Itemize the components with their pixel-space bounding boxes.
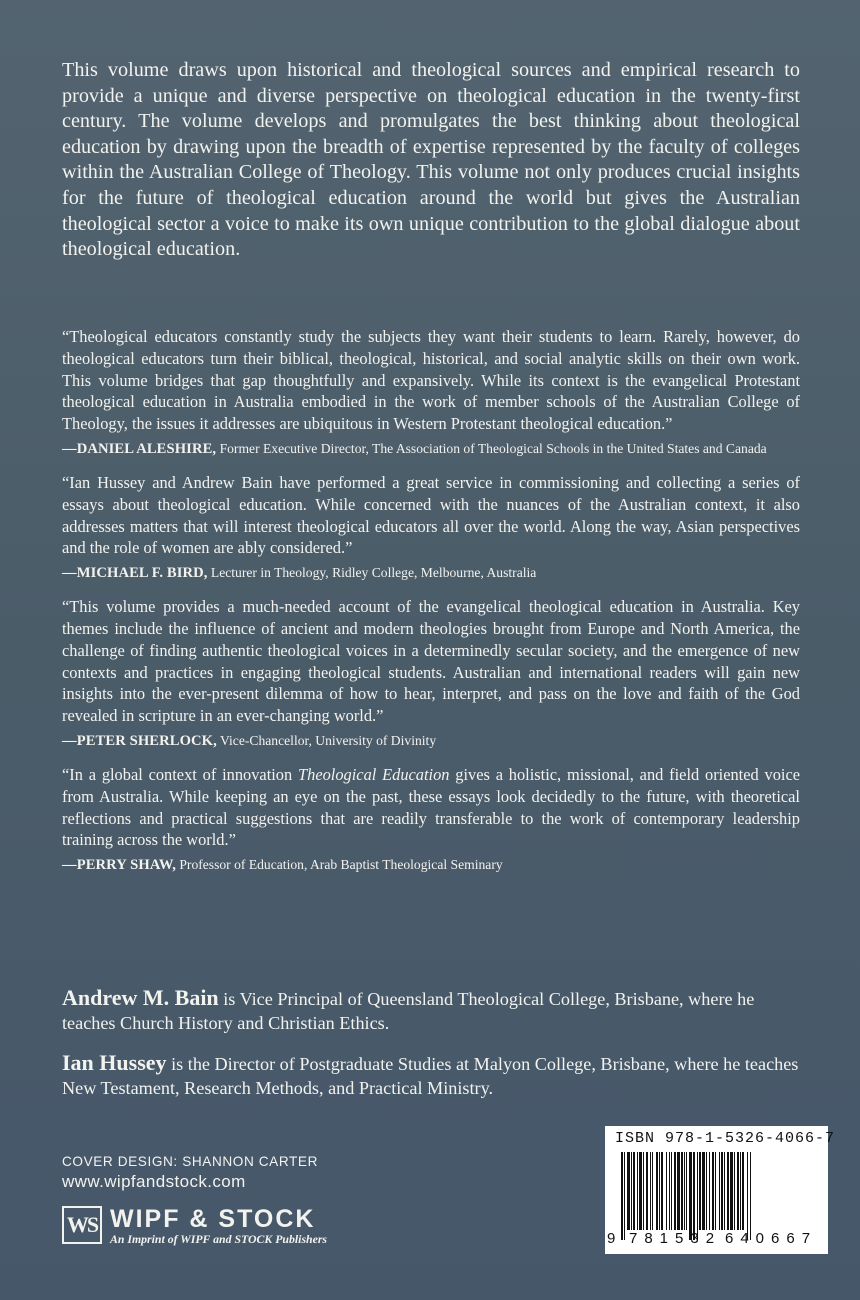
author-bios (62, 986, 800, 1116)
author-bio (62, 986, 800, 1035)
endorser-name: —MICHAEL F. BIRD, (62, 565, 208, 582)
barcode-bar (734, 1152, 735, 1230)
barcode-digit-prefix: 9 (607, 1230, 616, 1247)
logo-wordmark (110, 1206, 327, 1246)
quote-text: gives a holistic, missional, and field oriented voice from Australia. While keeping an eye on the past, these essays look decidedly to the future, with theoretical reflections and practical suggestions that are readily transferable to the work of contemporary leadership training across the world.” (62, 764, 800, 850)
endorser-role: Vice-Chancellor, University of Divinity (220, 732, 437, 748)
barcode-bar (702, 1152, 705, 1230)
endorsement-attribution (62, 732, 800, 750)
endorser-role: Professor of Education, Arab Baptist Theological Seminary (179, 857, 503, 873)
endorsement-quote: “Ian Hussey and Andrew Bain have performed a great service in commissioning and collecting a series of essays about theological education. While concerned with the nuances of the Australian context, it also addresses matters that will interest theological educators all over the world. Along the way, Asian perspectives and the role of women are ably considered.” (62, 472, 800, 558)
barcode-digit-group-right: 640667 (725, 1230, 818, 1247)
barcode-bar (730, 1152, 733, 1230)
cover-credits (62, 1154, 318, 1192)
barcode-bar (646, 1152, 648, 1230)
barcode-bar (715, 1152, 716, 1230)
publisher-url: www.wipfandstock.com (62, 1172, 246, 1191)
barcode-bar (750, 1152, 751, 1240)
barcode-bar (681, 1152, 683, 1230)
barcode-bar (706, 1152, 707, 1230)
endorsement-attribution (62, 440, 800, 458)
endorsement-quote: “Theological educators constantly study the subjects they want their students to learn. Rarely, however, do theological educators turn their biblical, theological, historical, and social analytic skills on their own work. This volume bridges that gap thoughtfully and expansively. While its context is the evangelical Protestant theological education in Australia embodied in the work of member schools of the Australian College of Theology, the issues it addresses are ubiquitous in Western Protestant theological education.” (62, 327, 800, 434)
barcode-bar (724, 1152, 725, 1230)
barcode-bar (721, 1152, 723, 1230)
barcode-bar (689, 1152, 692, 1240)
book-title-italic: Theological Education (298, 764, 450, 784)
barcode-bar (693, 1152, 695, 1240)
barcode-bar (727, 1152, 729, 1230)
endorsement-quote (62, 764, 800, 851)
barcode-bar (684, 1152, 685, 1230)
publisher-logo (62, 1206, 327, 1246)
author-description: is Vice Principal of Queensland Theological College, Brisbane, where he teaches Church History and Christian Ethics. (62, 989, 755, 1033)
endorsement-attribution (62, 856, 800, 874)
barcode-bar (699, 1152, 701, 1230)
barcode-bar (643, 1152, 644, 1230)
barcode-bar (677, 1152, 680, 1230)
endorser-name: —DANIEL ALESHIRE, (62, 440, 217, 457)
barcode-bar (719, 1152, 720, 1230)
quote-text: “In a global context of innovation (62, 764, 299, 784)
endorser-name: —PETER SHERLOCK, (62, 732, 217, 749)
barcode-bar (621, 1152, 623, 1240)
barcode-digit-group-left: 781532 (629, 1230, 722, 1247)
barcode-digits (605, 1230, 828, 1252)
barcode-bar (742, 1152, 744, 1230)
barcode-bar (737, 1152, 739, 1230)
barcode-bar (666, 1152, 667, 1230)
isbn-barcode (605, 1126, 836, 1254)
author-name: Andrew M. Bain (62, 985, 219, 1010)
endorser-role: Lecturer in Theology, Ridley College, Melbourne, Australia (210, 565, 537, 581)
endorsement (62, 764, 800, 874)
barcode-bar (661, 1152, 663, 1230)
barcode-bar (659, 1152, 660, 1230)
author-description: is the Director of Postgraduate Studies at Malyon College, Brisbane, where he teaches New Testament, Research Methods, and Practical Ministry. (62, 1054, 799, 1098)
barcode-bar (633, 1152, 635, 1230)
barcode-bar (624, 1152, 625, 1240)
barcode-bar (712, 1152, 714, 1230)
barcode-bar (740, 1152, 741, 1230)
barcode-bar (674, 1152, 676, 1230)
barcode-bar (650, 1152, 651, 1230)
barcode-bar (671, 1152, 672, 1230)
endorsement-attribution (62, 564, 800, 582)
publisher-imprint: An Imprint of WIPF and STOCK Publishers (110, 1232, 328, 1246)
barcode-bar (709, 1152, 710, 1230)
publisher-name: WIPF & STOCK (110, 1205, 316, 1233)
barcode-bar (627, 1152, 630, 1230)
barcode-bar (686, 1152, 687, 1230)
barcode-bar (639, 1152, 642, 1230)
endorsements (62, 326, 800, 888)
author-name: Ian Hussey (62, 1050, 167, 1075)
barcode-bar (747, 1152, 748, 1240)
barcode-bar (631, 1152, 632, 1230)
endorsement (62, 472, 800, 582)
endorsement (62, 596, 800, 750)
ws-logo-icon: WS (62, 1206, 102, 1244)
endorser-name: —PERRY SHAW, (62, 857, 176, 874)
barcode-bar (697, 1152, 698, 1240)
barcode-bar (637, 1152, 638, 1230)
endorser-role: Former Executive Director, The Association of Theological Schools in the United States and Canada (219, 440, 767, 456)
book-description: This volume draws upon historical and theological sources and empirical research to provide a unique and diverse perspective on theological education in the twenty-first century. The volume develops and promulgates the best thinking about theological education by drawing upon the breadth of expertise represented by the faculty of colleges within the Australian College of Theology. This volume not only produces crucial insights for the future of theological education around the world but gives the Australian theological sector a voice to make its own unique contribution to the global dialogue about theological education. (62, 59, 800, 261)
endorsement (62, 326, 800, 458)
cover-design-credit: COVER DESIGN: SHANNON CARTER (62, 1154, 318, 1169)
barcode-bar (656, 1152, 658, 1230)
isbn-label: ISBN 978-1-5326-4066-7 (615, 1130, 836, 1147)
endorsement-quote: “This volume provides a much-needed account of the evangelical theological education in Australia. Key themes include the influence of ancient and modern theologies brought from Europe and North America, the challenge of finding authentic theological voices in a determinedly secular society, and the emergence of new contexts and practices in engaging theological students. Australian and international readers will gain new insights into the ever-present dilemma of how to hear, interpret, and pass on the love and faith of the God revealed in scripture in an ever-changing world.” (62, 597, 800, 726)
barcode-bar (669, 1152, 670, 1230)
author-bio (62, 1051, 800, 1100)
barcode-bar (652, 1152, 653, 1230)
